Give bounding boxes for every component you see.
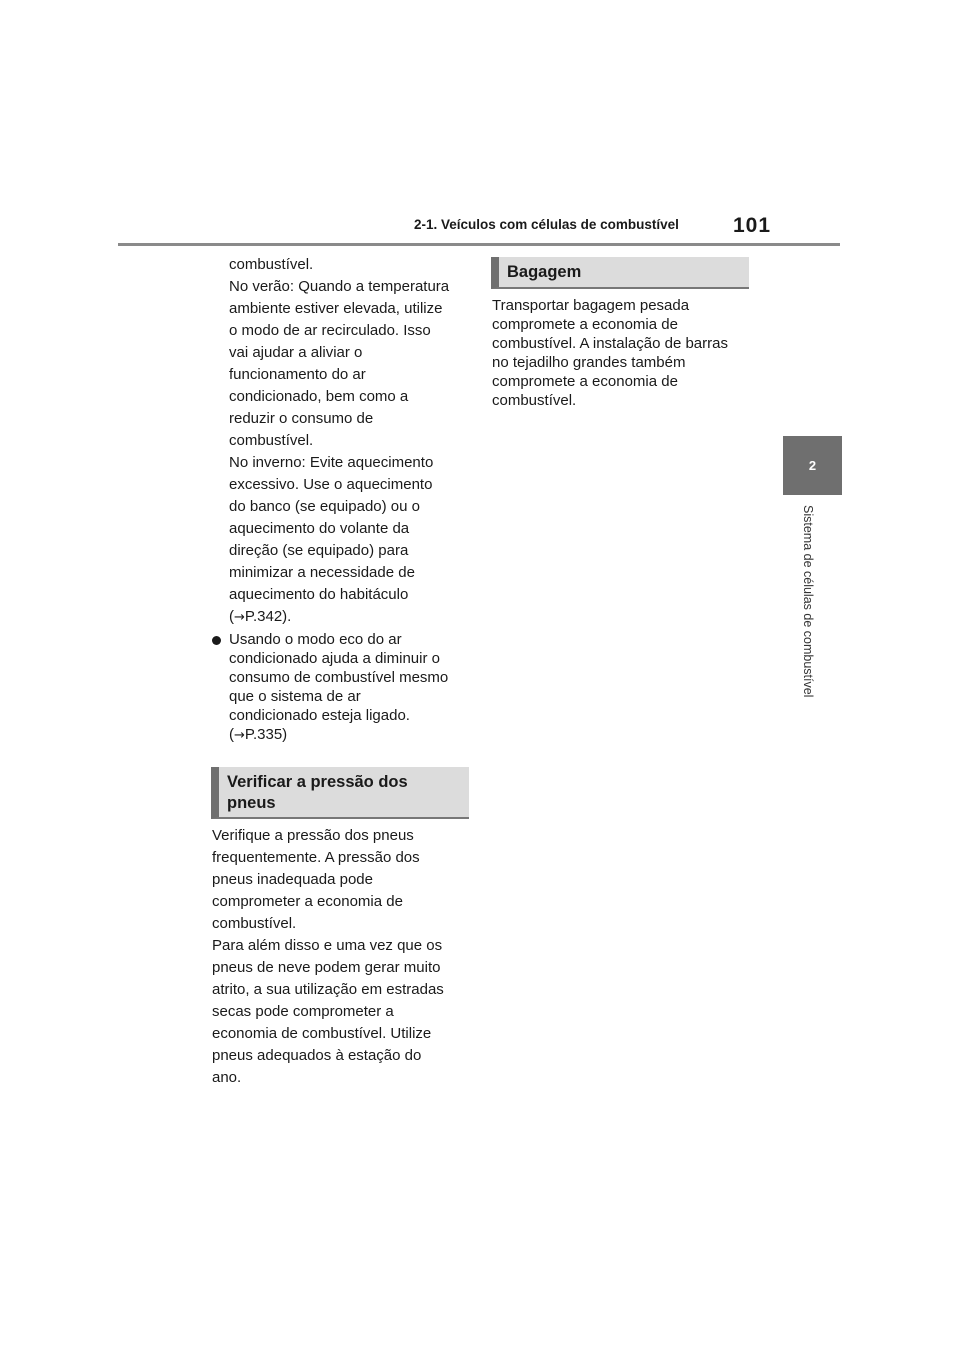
text-line: no tejadilho grandes também: [492, 354, 686, 371]
text-line: Usando o modo eco do ar: [229, 631, 402, 648]
text-line: compromete a economia de: [492, 316, 678, 333]
text-line: condicionado esteja ligado.: [229, 707, 410, 724]
text-line: que o sistema de ar: [229, 688, 361, 705]
text-line: ambiente estiver elevada, utilize: [229, 300, 443, 317]
chapter-label: Sistema de células de combustível: [801, 505, 815, 698]
text-line: ano.: [212, 1069, 242, 1086]
text-line: atrito, a sua utilização em estradas: [212, 981, 444, 998]
chapter-number: 2: [808, 458, 817, 473]
text-line: Verifique a pressão dos pneus: [212, 827, 414, 844]
section-heading-tyre-pressure: Verificar a pressão dos pneus: [211, 767, 469, 819]
page-number: 101: [733, 214, 772, 237]
text-line: condicionado ajuda a diminuir o: [229, 650, 440, 667]
text-line: pneus de neve podem gerar muito: [212, 959, 441, 976]
section-title: 2-1. Veículos com células de combustível: [414, 217, 679, 232]
text-line: minimizar a necessidade de: [229, 564, 415, 581]
text-line: combustível.: [229, 256, 314, 273]
text-line: secas pode comprometer a: [212, 1003, 394, 1020]
page-reference[interactable]: (→P.342).: [229, 608, 292, 625]
luggage-paragraph: [492, 296, 757, 410]
text-line: combustível.: [492, 392, 577, 409]
text-line: combustível.: [229, 432, 314, 449]
continuation-paragraph: [229, 254, 474, 629]
text-line: combustível. A instalação de barras: [492, 335, 728, 352]
page-reference[interactable]: (→P.335): [229, 726, 288, 743]
chapter-tab: [783, 436, 842, 495]
text-line: consumo de combustível mesmo: [229, 669, 449, 686]
text-line: No verão: Quando a temperatura: [229, 278, 450, 295]
text-line: reduzir o consumo de: [229, 410, 374, 427]
arrow-right-icon: →: [234, 610, 245, 625]
text-line: o modo de ar recirculado. Isso: [229, 322, 431, 339]
text-line: aquecimento do volante da: [229, 520, 410, 537]
text-line: do banco (se equipado) ou o: [229, 498, 420, 515]
text-line: condicionado, bem como a: [229, 388, 409, 405]
text-line: direção (se equipado) para: [229, 542, 409, 559]
bullet-icon: [212, 636, 221, 645]
text-line: vai ajudar a aliviar o: [229, 344, 363, 361]
text-line: funcionamento do ar: [229, 366, 366, 383]
text-line: Para além disso e uma vez que os: [212, 937, 443, 954]
text-line: pneus inadequada pode: [212, 871, 373, 888]
text-line: pneus adequados à estação do: [212, 1047, 422, 1064]
text-line: excessivo. Use o aquecimento: [229, 476, 433, 493]
section-heading-luggage: Bagagem: [491, 257, 749, 289]
text-line: No inverno: Evite aquecimento: [229, 454, 434, 471]
text-line: Transportar bagagem pesada: [492, 297, 690, 314]
header-divider: [118, 243, 840, 246]
tyre-paragraph: [212, 825, 474, 1089]
text-line: compromete a economia de: [492, 373, 678, 390]
text-line: economia de combustível. Utilize: [212, 1025, 432, 1042]
text-line: combustível.: [212, 915, 297, 932]
text-line: aquecimento do habitáculo: [229, 586, 409, 603]
text-line: comprometer a economia de: [212, 893, 403, 910]
arrow-right-icon: →: [234, 728, 245, 743]
bullet-item: [212, 630, 474, 745]
text-line: frequentemente. A pressão dos: [212, 849, 420, 866]
